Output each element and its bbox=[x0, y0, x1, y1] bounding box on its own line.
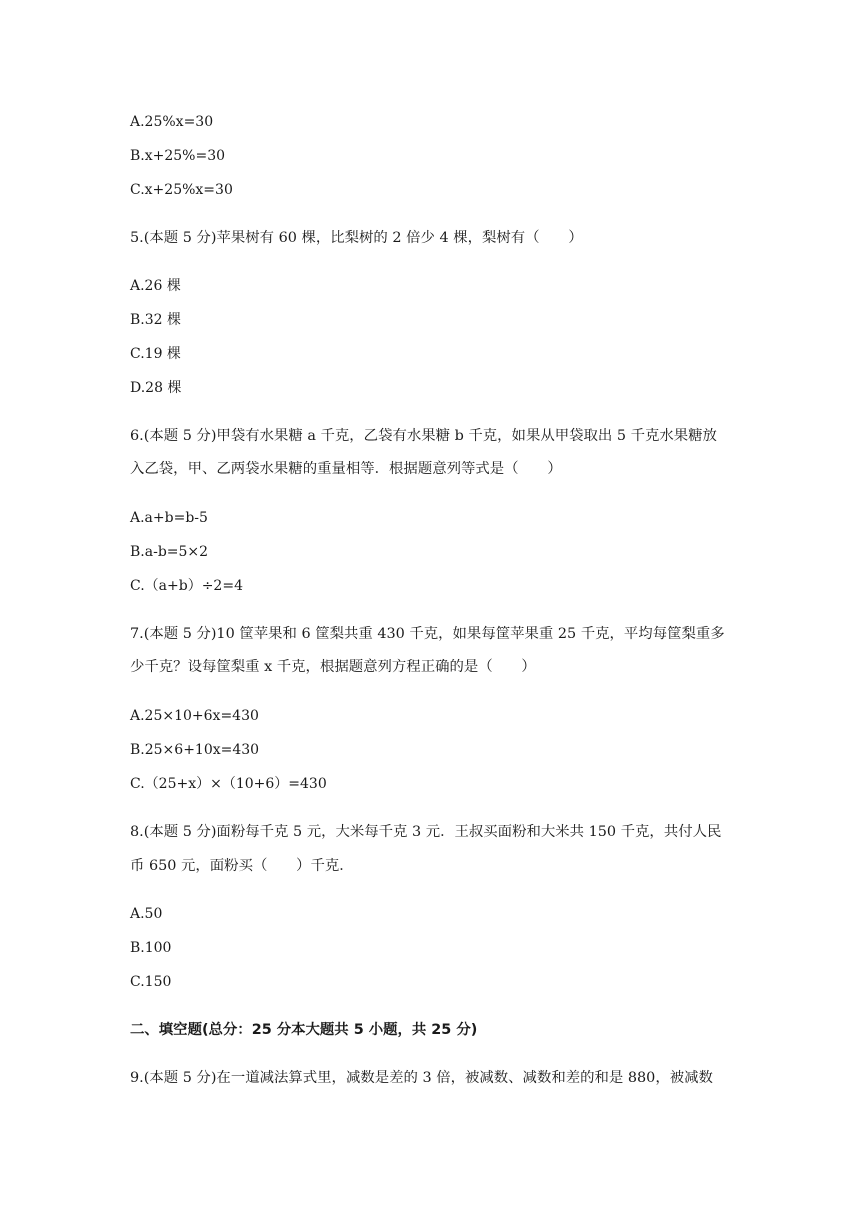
q6-stem-line-1: 6.(本题 5 分)甲袋有水果糖 a 千克，乙袋有水果糖 b 千克，如果从甲袋取出 5 千克水果糖放 bbox=[130, 428, 717, 444]
q8-stem-line-1: 8.(本题 5 分)面粉每千克 5 元，大米每千克 3 元．王叔买面粉和大米共 150 千克，共付人民 bbox=[130, 824, 722, 840]
q5-option-c: C.19 棵 bbox=[130, 346, 181, 362]
q7-option-a: A.25×10+6x=430 bbox=[130, 708, 259, 724]
q7-stem-line-1: 7.(本题 5 分)10 筐苹果和 6 筐梨共重 430 千克，如果每筐苹果重 25 千克，平均每筐梨重多 bbox=[130, 626, 725, 642]
q7-option-c: C.（25+x）×（10+6）=430 bbox=[130, 776, 327, 792]
q9-stem-line-1: 9.(本题 5 分)在一道减法算式里，减数是差的 3 倍，被减数、减数和差的和是 880，被减数 bbox=[130, 1070, 713, 1086]
q5-option-a: A.26 棵 bbox=[130, 278, 181, 294]
q4-option-a: A.25%x=30 bbox=[130, 114, 214, 130]
q6-option-c: C.（a+b）÷2=4 bbox=[130, 578, 243, 594]
q4-option-c: C.x+25%x=30 bbox=[130, 182, 233, 198]
q6-stem-line-2: 入乙袋，甲、乙两袋水果糖的重量相等．根据题意列等式是（ ） bbox=[130, 461, 562, 477]
q8-option-c: C.150 bbox=[130, 974, 172, 990]
q5-option-d: D.28 棵 bbox=[130, 380, 182, 396]
q8-option-b: B.100 bbox=[130, 940, 172, 956]
q6-option-b: B.a-b=5×2 bbox=[130, 544, 209, 560]
q7-option-b: B.25×6+10x=430 bbox=[130, 742, 260, 758]
section-heading-fill-in: 二、填空题(总分：25 分本大题共 5 小题，共 25 分) bbox=[130, 1022, 478, 1038]
q5-option-b: B.32 棵 bbox=[130, 312, 182, 328]
q4-option-b: B.x+25%=30 bbox=[130, 148, 226, 164]
q7-stem-line-2: 少千克？设每筐梨重 x 千克，根据题意列方程正确的是（ ） bbox=[130, 659, 536, 675]
q8-option-a: A.50 bbox=[130, 906, 163, 922]
q8-stem-line-2: 币 650 元，面粉买（ ）千克． bbox=[130, 858, 354, 874]
q6-option-a: A.a+b=b-5 bbox=[130, 510, 208, 526]
q5-stem: 5.(本题 5 分)苹果树有 60 棵，比梨树的 2 倍少 4 棵，梨树有（ ） bbox=[130, 230, 583, 246]
